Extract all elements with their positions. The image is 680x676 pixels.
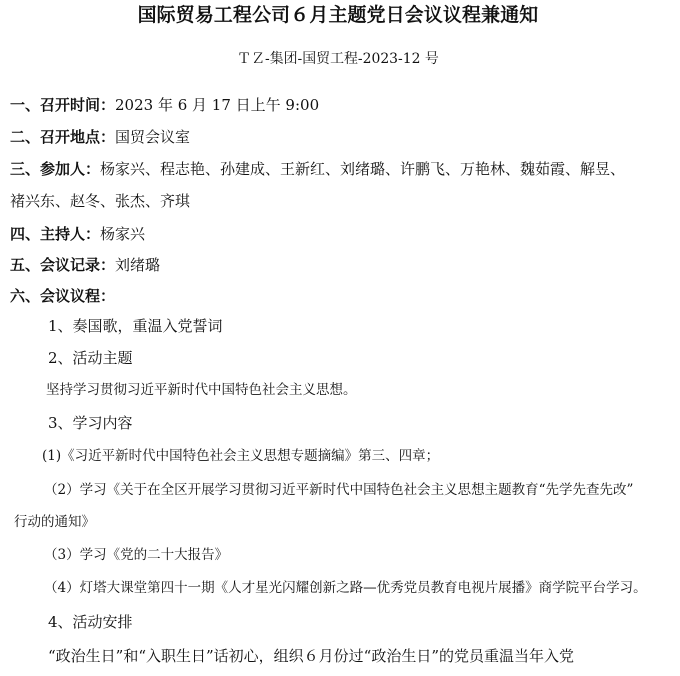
meeting-recorder-value: 刘绪璐: [115, 256, 161, 274]
meeting-recorder-label: 五、会议记录：: [10, 256, 116, 274]
participants-label: 三、参加人：: [10, 160, 101, 178]
agenda-item-3-sub-4: （4）灯塔大课堂第四十一期《人才星光闪耀创新之路—优秀党员教育电视片展播》商学院平台学习。: [44, 580, 647, 596]
agenda-heading: [10, 289, 115, 304]
document-title: 国际贸易工程公司６月主题党日会议议程兼通知: [137, 4, 539, 26]
meeting-host: [10, 227, 145, 242]
agenda-item-3: 3、学习内容: [48, 414, 133, 432]
agenda-item-3-sub-2-cont: 行动的通知》: [14, 514, 95, 530]
meeting-place: [10, 130, 190, 145]
agenda-item-2: 2、活动主题: [48, 349, 133, 367]
meeting-time: [10, 98, 319, 113]
agenda-item-3-sub-3: （3）学习《党的二十大报告》: [44, 547, 229, 563]
agenda-item-3-sub-2: （2）学习《关于在全区开展学习贯彻习近平新时代中国特色社会主义思想主题教育“先学先查先改”: [44, 482, 634, 498]
agenda-item-2-text: 坚持学习贯彻习近平新时代中国特色社会主义思想。: [46, 382, 357, 398]
meeting-recorder: [10, 258, 160, 273]
agenda-label: 六、会议议程：: [10, 287, 116, 305]
meeting-time-value: 2023 年 6 月 17 日上午 9:00: [115, 96, 320, 114]
participants: [10, 162, 625, 177]
meeting-time-label: 一、召开时间：: [10, 96, 116, 114]
meeting-place-value: 国贸会议室: [115, 128, 191, 146]
meeting-host-value: 杨家兴: [100, 225, 146, 243]
meeting-host-label: 四、主持人：: [10, 225, 101, 243]
meeting-place-label: 二、召开地点：: [10, 128, 116, 146]
agenda-item-4-text: “政治生日”和“入职生日”话初心，组织６月份过“政治生日”的党员重温当年入党: [48, 647, 575, 665]
agenda-item-1: 1、奏国歌，重温入党誓词: [48, 317, 223, 335]
agenda-item-4: 4、活动安排: [48, 613, 133, 631]
agenda-item-3-sub-1: (1)《习近平新时代中国特色社会主义思想专题摘编》第三、四章；: [42, 448, 440, 464]
participants-line-2: 褚兴东、赵冬、张杰、齐琪: [10, 192, 191, 210]
participants-line-1: 杨家兴、程志艳、孙建成、王新红、刘绪璐、许鹏飞、万艳林、魏茹霞、解昱、: [100, 160, 626, 178]
document-number: ＴＺ-集团-国贸工程-2023-12 号: [237, 51, 439, 67]
